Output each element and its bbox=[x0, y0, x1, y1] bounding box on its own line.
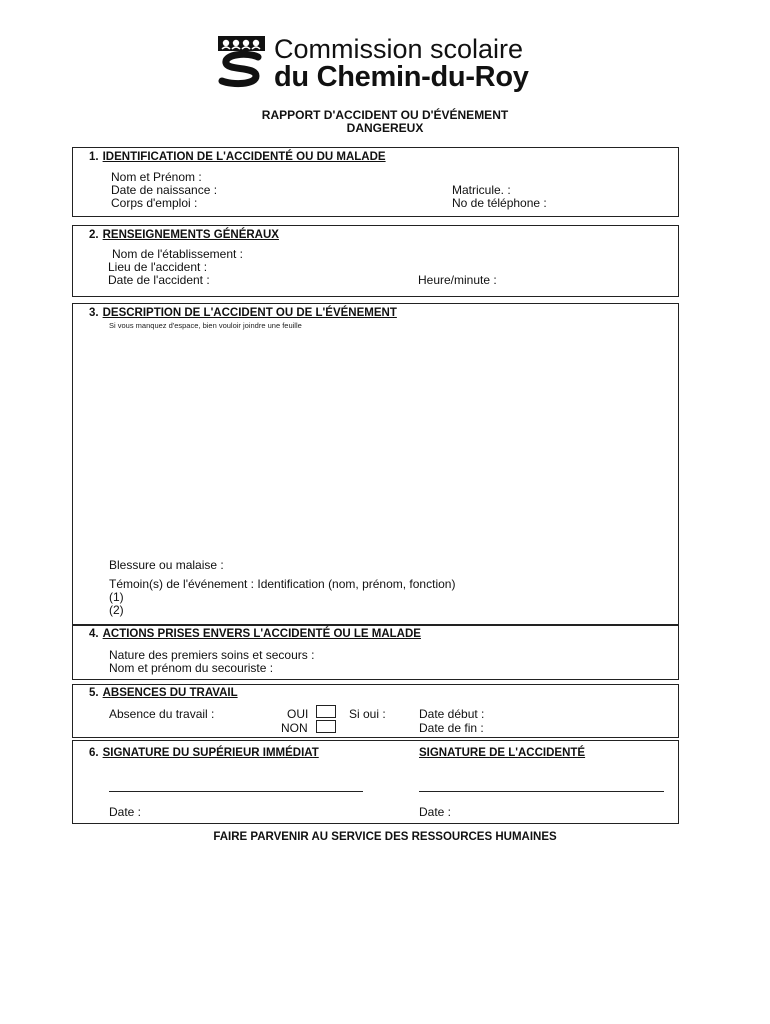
footer-instruction: FAIRE PARVENIR AU SERVICE DES RESSOURCES HUMAINES bbox=[213, 831, 557, 843]
field-date-accident[interactable]: Date de l'accident : bbox=[108, 273, 210, 287]
section-label: IDENTIFICATION DE L'ACCIDENTÉ OU DU MALADE bbox=[102, 151, 386, 163]
field-date-debut[interactable]: Date début : bbox=[419, 707, 485, 721]
field-date-fin[interactable]: Date de fin : bbox=[419, 721, 484, 735]
label-non: NON bbox=[281, 721, 308, 735]
field-premiers-soins[interactable]: Nature des premiers soins et secours : bbox=[109, 648, 315, 662]
field-lieu-accident[interactable]: Lieu de l'accident : bbox=[108, 260, 208, 274]
org-name-line2: du Chemin-du-Roy bbox=[274, 61, 529, 93]
label-si-oui: Si oui : bbox=[349, 707, 386, 721]
checkbox-oui[interactable] bbox=[316, 705, 336, 718]
form-title-line2: DANGEREUX bbox=[346, 121, 424, 135]
field-date-naissance[interactable]: Date de naissance : bbox=[111, 183, 218, 197]
section-number: 5. bbox=[89, 687, 99, 699]
field-date-accidente[interactable]: Date : bbox=[419, 805, 452, 819]
field-corps-emploi[interactable]: Corps d'emploi : bbox=[111, 196, 198, 210]
field-nom-prenom[interactable]: Nom et Prénom : bbox=[111, 170, 202, 184]
section-description bbox=[72, 303, 679, 625]
field-absence-travail: Absence du travail : bbox=[109, 707, 215, 721]
section-label: ACTIONS PRISES ENVERS L'ACCIDENTÉ OU LE MALADE bbox=[102, 628, 421, 640]
section-number: 2. bbox=[89, 229, 99, 241]
section-number: 6. bbox=[89, 747, 99, 759]
field-date-superieur[interactable]: Date : bbox=[109, 805, 142, 819]
form-title-line1: RAPPORT D'ACCIDENT OU D'ÉVÉNEMENT bbox=[261, 108, 509, 122]
org-logo bbox=[218, 34, 558, 94]
section-identification bbox=[72, 147, 679, 217]
org-name-line1: Commission scolaire bbox=[274, 34, 524, 64]
label-signature-superieur: SIGNATURE DU SUPÉRIEUR IMMÉDIAT bbox=[102, 747, 319, 759]
section-heading bbox=[89, 747, 319, 759]
section-number: 4. bbox=[89, 628, 99, 640]
signature-line-superieur[interactable] bbox=[109, 791, 363, 792]
checkbox-non[interactable] bbox=[316, 720, 336, 733]
section-heading bbox=[89, 307, 397, 319]
field-etablissement[interactable]: Nom de l'établissement : bbox=[112, 247, 244, 261]
section-number: 3. bbox=[89, 307, 99, 319]
space-note: Si vous manquez d'espace, bien vouloir joindre une feuille bbox=[109, 321, 302, 330]
field-heure-minute[interactable]: Heure/minute : bbox=[418, 273, 497, 287]
field-temoin-2[interactable]: (2) bbox=[109, 603, 124, 617]
label-signature-accidente: SIGNATURE DE L'ACCIDENTÉ bbox=[419, 747, 586, 759]
field-secouriste[interactable]: Nom et prénom du secouriste : bbox=[109, 661, 274, 675]
section-renseignements bbox=[72, 225, 679, 297]
school-board-logo-icon bbox=[218, 36, 265, 88]
label-oui: OUI bbox=[287, 707, 309, 721]
section-heading-right bbox=[419, 747, 585, 759]
section-absences bbox=[72, 684, 679, 738]
section-heading bbox=[89, 628, 421, 640]
description-area[interactable] bbox=[103, 334, 663, 554]
field-matricule[interactable]: Matricule. : bbox=[452, 183, 511, 197]
section-number: 1. bbox=[89, 151, 99, 163]
field-blessure[interactable]: Blessure ou malaise : bbox=[109, 558, 224, 572]
section-heading bbox=[89, 151, 386, 163]
section-label: DESCRIPTION DE L'ACCIDENT OU DE L'ÉVÉNEMENT bbox=[102, 307, 397, 319]
section-label: RENSEIGNEMENTS GÉNÉRAUX bbox=[102, 229, 279, 241]
field-temoin-1[interactable]: (1) bbox=[109, 590, 124, 604]
section-signatures bbox=[72, 740, 679, 824]
signature-line-accidente[interactable] bbox=[419, 791, 664, 792]
section-heading bbox=[89, 229, 279, 241]
field-temoins: Témoin(s) de l'événement : Identification (nom, prénom, fonction) bbox=[109, 577, 456, 591]
section-heading bbox=[89, 687, 238, 699]
section-label: ABSENCES DU TRAVAIL bbox=[102, 687, 238, 699]
section-actions bbox=[72, 625, 679, 680]
field-telephone[interactable]: No de téléphone : bbox=[452, 196, 547, 210]
